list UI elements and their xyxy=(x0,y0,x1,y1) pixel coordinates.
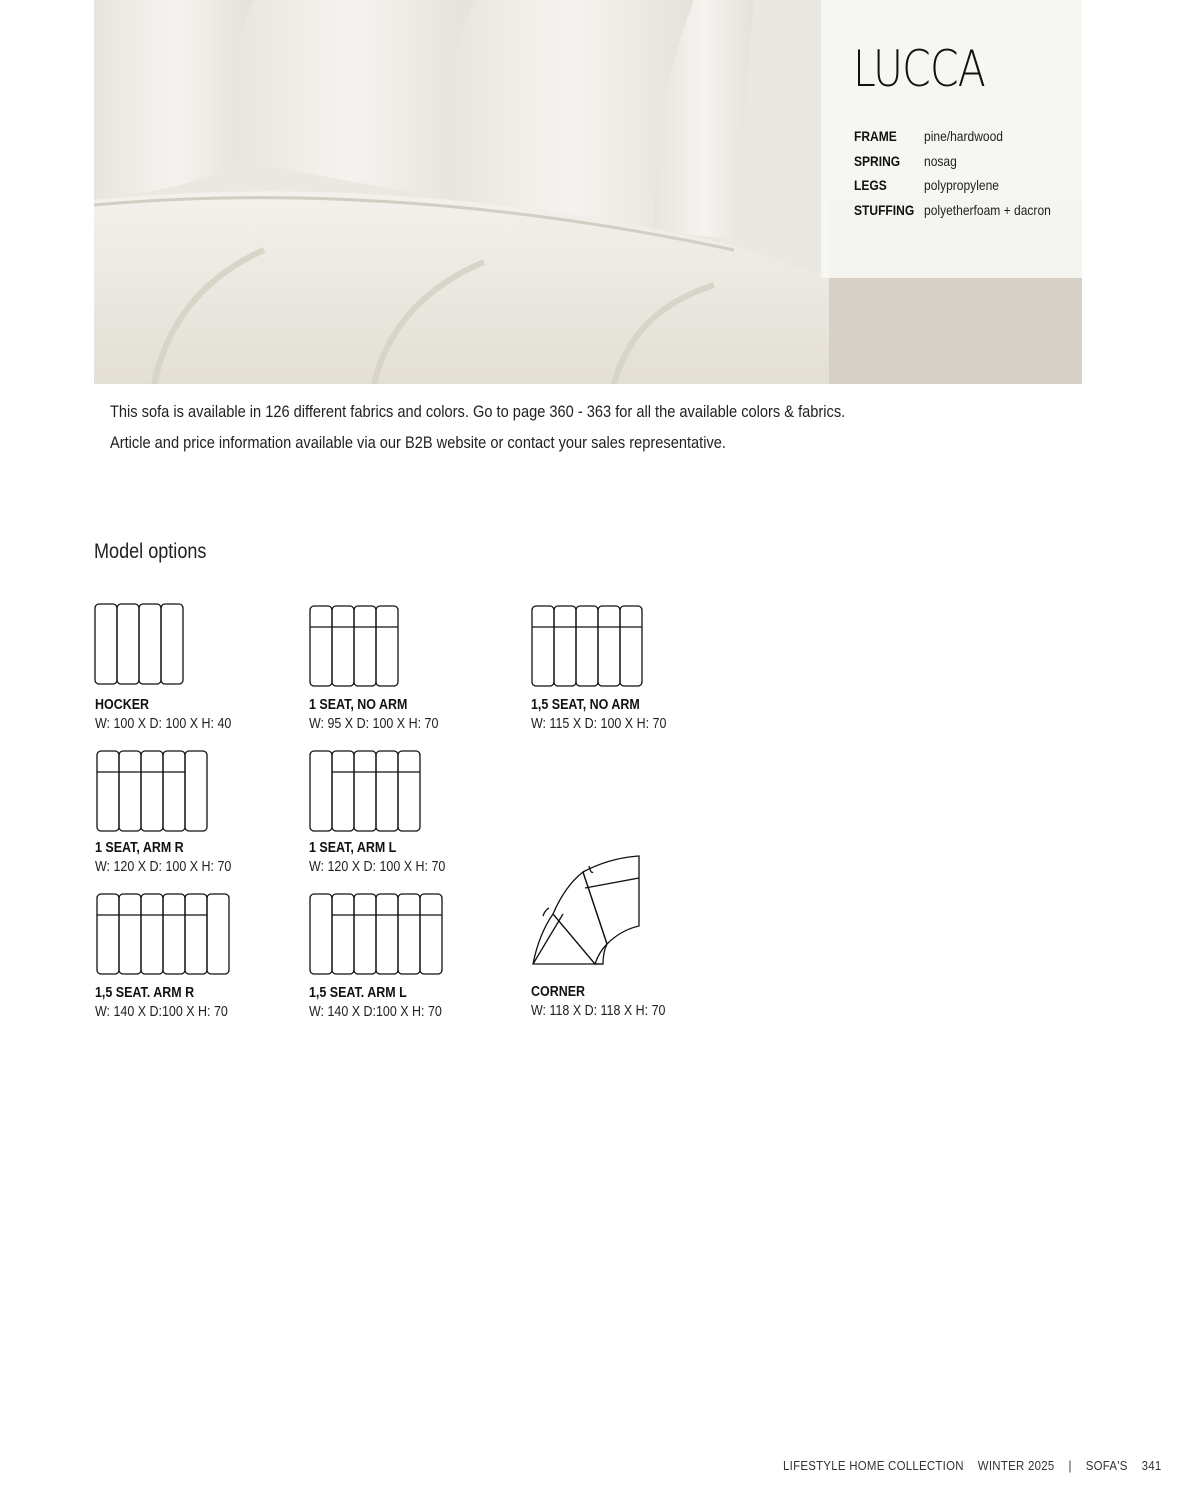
footer-collection: LIFESTYLE HOME COLLECTION xyxy=(783,1458,964,1473)
corner-diagram-icon xyxy=(531,854,643,966)
model-1-5-seat-arm-l xyxy=(309,893,445,977)
page-number: 341 xyxy=(1141,1458,1162,1473)
model-1-5-seat-arm-r xyxy=(96,893,232,977)
spec-key: SPRING xyxy=(854,152,901,169)
model-dimensions: W: 95 X D: 100 X H: 70 xyxy=(309,716,439,732)
model-corner xyxy=(531,854,643,966)
model-name: CORNER xyxy=(531,984,586,1000)
spec-value: polypropylene xyxy=(924,177,999,194)
model-1-seat-no-arm xyxy=(309,605,401,689)
intro-line-fabrics: This sofa is available in 126 different fabrics and colors. Go to page 360 - 363 for all the available colors & fabrics. xyxy=(110,402,846,421)
hero-sofa-photo xyxy=(94,0,1082,384)
model-name: HOCKER xyxy=(95,697,150,713)
seat-no-arm-diagram-icon xyxy=(309,605,401,689)
spec-key: FRAME xyxy=(854,128,897,145)
model-name: 1 SEAT, ARM L xyxy=(309,840,397,856)
model-1-seat-arm-l xyxy=(309,750,423,834)
wide-seat-arm-left-diagram-icon xyxy=(309,893,445,977)
model-name: 1 SEAT, ARM R xyxy=(95,840,184,856)
spec-table xyxy=(854,124,1071,222)
hocker-diagram-icon xyxy=(94,603,186,687)
model-name: 1 SEAT, NO ARM xyxy=(309,697,408,713)
spec-row-spring xyxy=(854,149,1071,174)
page-footer xyxy=(783,1458,1172,1473)
spec-key: STUFFING xyxy=(854,202,915,219)
seat-arm-left-diagram-icon xyxy=(309,750,423,834)
model-dimensions: W: 120 X D: 100 X H: 70 xyxy=(309,859,446,875)
model-name: 1,5 SEAT. ARM R xyxy=(95,985,195,1001)
spec-row-stuffing xyxy=(854,198,1071,223)
model-dimensions: W: 120 X D: 100 X H: 70 xyxy=(95,859,232,875)
footer-season: WINTER 2025 xyxy=(977,1458,1055,1473)
spec-value: polyetherfoam + dacron xyxy=(924,202,1051,219)
model-name: 1,5 SEAT. ARM L xyxy=(309,985,407,1001)
footer-category: SOFA'S xyxy=(1085,1458,1128,1473)
footer-separator: | xyxy=(1068,1458,1072,1473)
model-dimensions: W: 115 X D: 100 X H: 70 xyxy=(531,716,667,732)
intro-line-pricing: Article and price information available via our B2B website or contact your sales representative. xyxy=(110,433,726,452)
model-name: 1,5 SEAT, NO ARM xyxy=(531,697,640,713)
model-hocker xyxy=(94,603,186,687)
model-dimensions: W: 118 X D: 118 X H: 70 xyxy=(531,1003,666,1019)
model-dimensions: W: 140 X D:100 X H: 70 xyxy=(309,1004,442,1020)
intro-text xyxy=(110,402,965,464)
model-1-5-seat-no-arm xyxy=(531,605,645,689)
model-dimensions: W: 140 X D:100 X H: 70 xyxy=(95,1004,228,1020)
model-dimensions: W: 100 X D: 100 X H: 40 xyxy=(95,716,232,732)
product-title: LUCCA xyxy=(853,40,986,98)
spec-value: pine/hardwood xyxy=(924,128,1003,145)
spec-value: nosag xyxy=(924,152,957,169)
wide-seat-arm-right-diagram-icon xyxy=(96,893,232,977)
spec-row-frame xyxy=(854,124,1071,149)
seat-arm-right-diagram-icon xyxy=(96,750,210,834)
model-1-seat-arm-r xyxy=(96,750,210,834)
model-options-heading: Model options xyxy=(94,540,207,563)
spec-row-legs xyxy=(854,173,1071,198)
seat-no-arm-wide-diagram-icon xyxy=(531,605,645,689)
spec-panel xyxy=(821,0,1082,278)
spec-key: LEGS xyxy=(854,177,887,194)
